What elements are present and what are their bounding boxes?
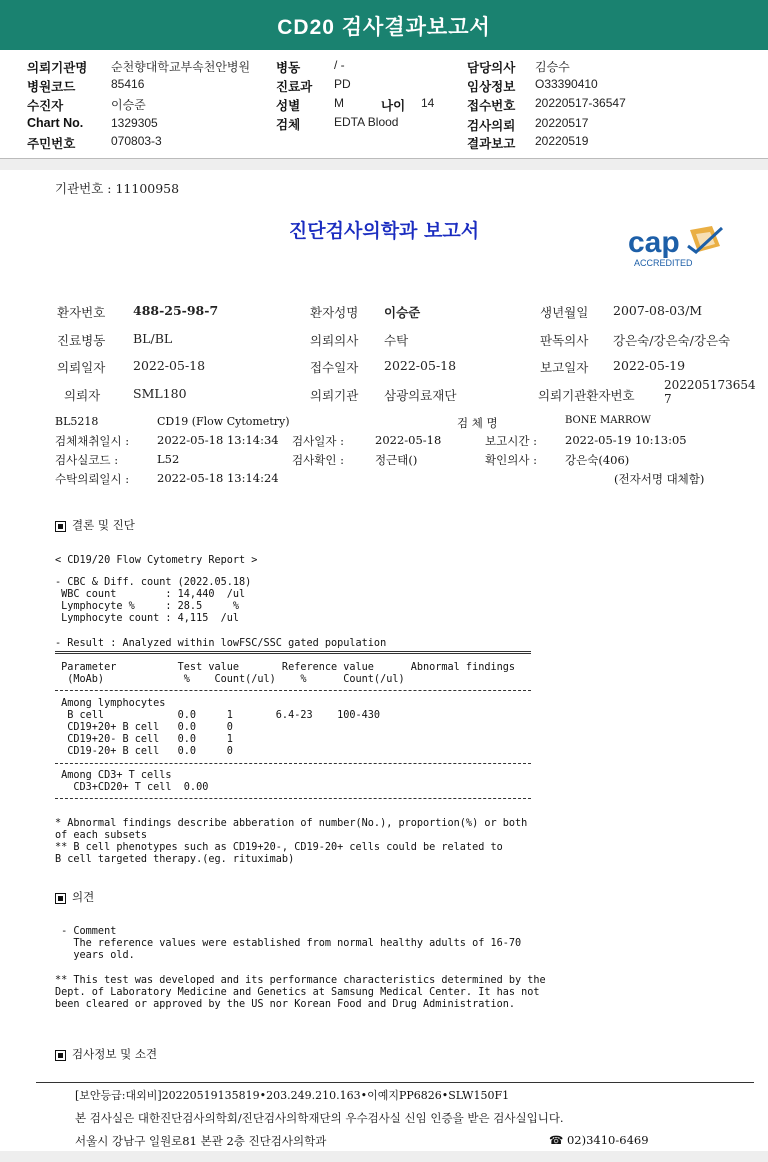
clinical-info-label: 임상정보	[467, 80, 516, 94]
svg-text:ACCREDITED: ACCREDITED	[634, 258, 693, 268]
e-signature-note: (전자서명 대체함)	[614, 472, 705, 486]
receipt-date-label: 접수일자	[310, 360, 359, 375]
section-bullet-icon	[55, 1050, 66, 1061]
sex-label: 성별	[276, 99, 301, 113]
specimen-label: 검체	[276, 118, 301, 132]
report-sheet	[0, 170, 768, 1151]
footnote-1: * Abnormal findings describe abberation of number(No.), proportion(%) or both	[55, 818, 528, 829]
patient-no-label: 환자번호	[57, 305, 106, 320]
section-bullet-icon	[55, 521, 66, 532]
confirm-doctor-value: 강은숙(406)	[565, 453, 630, 467]
request-date-label: 검사의뢰	[467, 119, 516, 133]
table-mid-rule	[55, 763, 531, 764]
patient-name-value: 이승준	[384, 305, 421, 320]
svg-text:cap: cap	[628, 226, 680, 259]
department-value: PD	[334, 77, 351, 91]
cbc-heading: - CBC & Diff. count (2022.05.18)	[55, 577, 252, 588]
collection-datetime-value: 2022-05-18 13:14:34	[157, 433, 279, 447]
sex-value: M	[334, 96, 344, 110]
age-value: 14	[421, 96, 435, 110]
reading-doctor-label: 판독의사	[540, 333, 589, 348]
lab-code-value: L52	[157, 452, 180, 466]
chart-no-value: 1329305	[111, 116, 158, 130]
test-code: BL5218	[55, 415, 99, 428]
table-row-cd19p20p: CD19+20+ B cell 0.0 0	[55, 722, 233, 733]
section-bullet-icon	[55, 893, 66, 904]
table-top-rule	[55, 651, 531, 654]
comment-heading: - Comment	[55, 926, 117, 937]
age-label: 나이	[381, 99, 406, 113]
patient-value: 이승준	[111, 98, 146, 112]
among-cd3-t-cells: Among CD3+ T cells	[55, 770, 172, 781]
doctor-value: 김승수	[535, 60, 570, 74]
comment-line-2: years old.	[55, 950, 135, 961]
table-header-row1: Parameter Test value Reference value Abnormal findings	[55, 662, 516, 673]
requesting-institution-label: 의뢰기관	[310, 388, 359, 403]
receipt-no-label: 접수번호	[467, 99, 516, 113]
consign-datetime-label: 수탁의뢰일시 :	[55, 472, 130, 486]
report-date-value: 2022-05-19	[613, 358, 686, 373]
footnote-2: ** B cell phenotypes such as CD19+20-, CD19-20+ cells could be related to	[55, 842, 503, 853]
patient-no-value: 488-25-98-7	[133, 303, 219, 318]
institution-patient-no-value-cont: 7	[664, 392, 672, 406]
security-line: [보안등급:대외비]20220519135819•203.249.210.163•이예지PP6826•SLW150F1	[75, 1089, 510, 1102]
lab-phone: ☎ 02)3410-6469	[549, 1133, 649, 1147]
ward-label: 진료병동	[57, 333, 106, 348]
request-date-value: 20220517	[535, 116, 589, 130]
cap-accredited-logo	[626, 222, 736, 272]
hospital-code-value: 85416	[111, 77, 145, 91]
consign-datetime-value: 2022-05-18 13:14:24	[157, 471, 279, 485]
footnote-2-cont: B cell targeted therapy.(eg. rituximab)	[55, 854, 295, 865]
disclaimer-line-3: been cleared or approved by the US nor Korean Food and Drug Administration.	[55, 999, 516, 1010]
wbc-count: WBC count : 14,440 /ul	[55, 589, 246, 600]
requester-label: 의뢰자	[64, 388, 101, 403]
lab-address: 서울시 강남구 일원로81 본관 2층 진단검사의학과	[75, 1134, 327, 1148]
requester-value: SML180	[133, 386, 187, 401]
ward-value: / -	[334, 58, 345, 72]
resident-no-value: 070803-3	[111, 134, 162, 148]
chart-no-label: Chart No.	[27, 116, 84, 130]
section-conclusion-heading: 결론 및 진단	[55, 517, 135, 533]
hospital-label: 의뢰기관명	[27, 61, 88, 75]
section-opinion-heading: 의견	[55, 889, 94, 905]
result-date-value: 20220519	[535, 134, 589, 148]
institution-patient-no-label: 의뢰기관환자번호	[538, 388, 635, 403]
patient-name-label: 환자성명	[310, 305, 359, 320]
requesting-institution-value: 삼광의료재단	[384, 388, 457, 403]
table-row-cd19p20n: CD19+20- B cell 0.0 1	[55, 734, 233, 745]
request-date-label: 의뢰일자	[57, 360, 106, 375]
receipt-no-value: 20220517-36547	[535, 96, 626, 110]
test-name: CD19 (Flow Cytometry)	[157, 415, 290, 428]
comment-line-1: The reference values were established from normal healthy adults of 16-70	[55, 938, 522, 949]
disclaimer-line-1: ** This test was developed and its performance characteristics determined by the	[55, 975, 546, 986]
footnote-1-cont: of each subsets	[55, 830, 148, 841]
hospital-code-label: 병원코드	[27, 80, 76, 94]
ward-value: BL/BL	[133, 331, 173, 346]
patient-label: 수진자	[27, 99, 64, 113]
department-label: 진료과	[276, 80, 313, 94]
table-header-row2: (MoAb) % Count(/ul) % Count(/ul)	[55, 674, 405, 685]
referring-doctor-label: 의뢰의사	[310, 333, 359, 348]
test-confirm-value: 정근태()	[375, 453, 418, 467]
specimen-name-value: BONE MARROW	[565, 415, 651, 426]
result-date-label: 결과보고	[467, 137, 516, 151]
institution-patient-no-value: 202205173654	[664, 378, 756, 392]
banner-title: CD20 검사결과보고서	[277, 16, 491, 39]
test-confirm-label: 검사확인 :	[292, 453, 344, 467]
report-date-label: 보고일자	[540, 360, 589, 375]
telephone-icon: ☎	[549, 1133, 567, 1147]
table-row-b-cell: B cell 0.0 1 6.4-23 100-430	[55, 710, 381, 721]
report-banner	[0, 0, 768, 50]
ward-label: 병동	[276, 61, 301, 75]
report-subtitle: < CD19/20 Flow Cytometry Report >	[55, 555, 258, 566]
header-info	[0, 50, 768, 159]
birthdate-label: 생년월일	[540, 305, 589, 320]
certification-line: 본 검사실은 대한진단검사의학회/진단검사의학재단의 우수검사실 신임 인증을 받은 검사실입니다.	[75, 1111, 564, 1125]
report-time-value: 2022-05-19 10:13:05	[565, 433, 687, 447]
disclaimer-line-2: Dept. of Laboratory Medicine and Genetics at Samsung Medical Center. It has not	[55, 987, 540, 998]
institution-number: 기관번호 : 11100958	[55, 181, 180, 196]
table-header-rule	[55, 690, 531, 691]
reading-doctor-value: 강은숙/강은숙/강은숙	[613, 333, 731, 348]
footer-rule	[36, 1082, 754, 1083]
lymphocyte-count: Lymphocyte count : 4,115 /ul	[55, 613, 240, 624]
hospital-value: 순천향대학교부속천안병원	[111, 60, 251, 74]
table-bottom-rule	[55, 798, 531, 799]
table-row-cd19n20p: CD19-20+ B cell 0.0 0	[55, 746, 233, 757]
result-heading: - Result : Analyzed within lowFSC/SSC gated population	[55, 638, 387, 649]
clinical-info-value: O33390410	[535, 77, 598, 91]
report-time-label: 보고시간 :	[485, 434, 537, 448]
doctor-label: 담당의사	[467, 61, 516, 75]
specimen-name-label: 검 체 명	[457, 416, 498, 430]
request-date-value: 2022-05-18	[133, 358, 206, 373]
test-date-value: 2022-05-18	[375, 433, 442, 447]
table-row-cd3cd20: CD3+CD20+ T cell 0.00	[55, 782, 209, 793]
section-test-info-heading: 검사정보 및 소견	[55, 1046, 157, 1062]
report-title: 진단검사의학과 보고서	[288, 220, 480, 242]
lab-code-label: 검사실코드 :	[55, 453, 119, 467]
test-date-label: 검사일자 :	[292, 434, 344, 448]
confirm-doctor-label: 확인의사 :	[485, 453, 537, 467]
birthdate-value: 2007-08-03/M	[613, 303, 703, 318]
receipt-date-value: 2022-05-18	[384, 358, 457, 373]
cap-logo-graphic	[626, 222, 736, 272]
referring-doctor-value: 수탁	[384, 333, 409, 348]
resident-no-label: 주민번호	[27, 137, 76, 151]
among-lymphocytes: Among lymphocytes	[55, 698, 166, 709]
specimen-value: EDTA Blood	[334, 115, 399, 129]
lymphocyte-percent: Lymphocyte % : 28.5 %	[55, 601, 240, 612]
collection-datetime-label: 검체채취일시 :	[55, 434, 130, 448]
